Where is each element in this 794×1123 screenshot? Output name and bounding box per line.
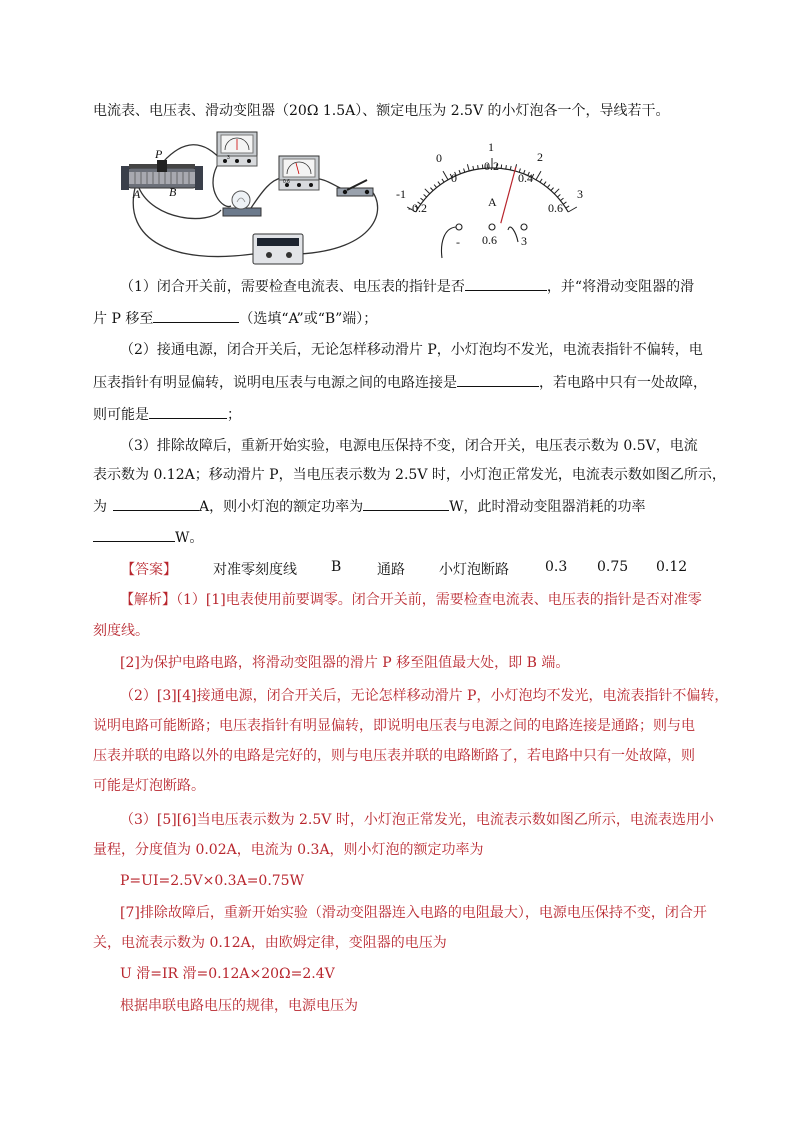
- q1-line-1: [120, 276, 694, 297]
- q3-line-3: [93, 496, 646, 517]
- slider-label-p: P: [155, 147, 163, 161]
- analysis-line-4: （2）[3][4]接通电源，闭合开关后，无论怎样移动滑片 P，小灯泡均不发光，电流表指针不偏转，: [120, 688, 729, 704]
- dial-tick: [443, 171, 448, 180]
- big-scale-neg1: -1: [396, 187, 406, 201]
- q1-text-c: 片 P 移至: [93, 311, 154, 327]
- voltmeter-terminal-label: 0.6: [283, 179, 290, 185]
- analysis-line-11: [7]排除故障后，重新开始实验（滑动变阻器连入电路的电阻最大），电源电压保持不变，闭合开: [120, 905, 707, 921]
- q2-blank-2: [149, 404, 227, 419]
- small-scale-0-6: 0.6: [548, 201, 563, 215]
- q3-blank-3: [93, 527, 175, 542]
- q3-line-2: 表示数为 0.12A；移动滑片 P，当电压表示数为 2.5V 时，小灯泡正常发光，电流表示数如图乙所示，: [93, 467, 726, 483]
- lamp: [223, 191, 261, 216]
- dial-tick: [554, 189, 559, 194]
- analysis-line-1: [120, 590, 702, 610]
- analysis-text: （1）[1]电表使用前要调零。闭合开关前，需要检查电流表、电压表的指针是否对准零: [176, 592, 702, 608]
- circuit-diagram: [113, 130, 385, 270]
- q3-text-d: A，则小灯泡的额定功率为: [199, 499, 364, 515]
- q2-text-e: ；: [227, 407, 241, 423]
- q2-blank-1: [457, 372, 539, 387]
- big-scale-2: 2: [537, 150, 543, 164]
- ammeter-terminal-label: 3: [227, 155, 230, 161]
- terminal-label-0-6: 0.6: [482, 233, 497, 247]
- terminal-0-6: [489, 224, 495, 230]
- q2-text-c: ，若电路中只有一处故障，: [539, 375, 707, 391]
- analysis-line-8: （3）[5][6]当电压表示数为 2.5V 时，小灯泡正常发光，电流表示数如图乙所示，电流表选用小: [120, 812, 714, 828]
- q2-line-1: （2）接通电源，闭合开关后，无论怎样移动滑片 P，小灯泡均不发光，电流表指针不偏转，电: [120, 342, 703, 358]
- answer-item: 0.12: [656, 559, 688, 575]
- end-label-a: A: [133, 187, 141, 201]
- q2-text-b: 压表指针有明显偏转，说明电压表与电源之间的电路连接是: [93, 375, 457, 391]
- q3-text-e: W，此时滑动变阻器消耗的功率: [449, 499, 646, 515]
- ammeter: [217, 132, 257, 166]
- intro-text: 电流表、电压表、滑动变阻器（20Ω 1.5A）、额定电压为 2.5V 的小灯泡各一个，导线若干。: [93, 103, 670, 119]
- q1-text-b: ，并“将滑动变阻器的滑: [546, 279, 695, 295]
- q3-line-4: [93, 527, 203, 548]
- analysis-line-3: [2]为保护电路电路，将滑动变阻器的滑片 P 移至阻值最大处，即 B 端。: [120, 655, 570, 671]
- dial-needle: [501, 167, 516, 223]
- big-scale-3: 3: [577, 187, 583, 201]
- answer-item: B: [331, 559, 342, 575]
- q1-blank-1: [465, 276, 547, 291]
- analysis-formula-voltage: U 滑=IR 滑=0.12A×20Ω=2.4V: [120, 966, 335, 982]
- switch: [337, 180, 373, 196]
- analysis-line-14: 根据串联电路电压的规律，电源电压为: [120, 998, 358, 1014]
- q3-blank-2: [363, 496, 449, 511]
- dial-tick: [568, 207, 577, 212]
- analysis-line-7: 可能是灯泡断路。: [93, 778, 205, 794]
- big-scale-1: 1: [488, 140, 494, 154]
- q3-text-c: 为: [93, 499, 107, 515]
- power-supply: [253, 234, 303, 264]
- answer-row: [93, 559, 693, 579]
- big-scale-0: 0: [436, 151, 442, 165]
- analysis-line-9: 量程，分度值为 0.02A，电流为 0.3A，则小灯泡的额定功率为: [93, 842, 484, 858]
- small-scale-neg0-2: -0.2: [408, 201, 427, 215]
- answer-item: 小灯泡断路: [439, 562, 509, 578]
- end-label-b: B: [169, 185, 177, 199]
- dial-tick: [425, 189, 430, 194]
- q3-line-1: （3）排除故障后，重新开始实验，电源电压保持不变，闭合开关，电压表示数为 0.5V，电流: [120, 438, 698, 454]
- q3-text-f: W。: [175, 530, 204, 546]
- rheostat: [121, 160, 203, 190]
- analysis-line-5: 说明电路可能断路；电压表指针有明显偏转，即说明电压表与电源之间的电路连接是通路；则与电: [93, 718, 695, 734]
- q2-text-d: 则可能是: [93, 407, 149, 423]
- terminal-3: [521, 224, 527, 230]
- analysis-line-6: 压表并联的电路以外的电路是完好的，则与电压表并联的电路断路了，若电路中只有一处故障，则: [93, 748, 695, 764]
- q1-blank-2: [153, 308, 239, 323]
- terminal-minus: [456, 224, 462, 230]
- analysis-formula-power: P=UI=2.5V×0.3A=0.75W: [120, 873, 304, 889]
- small-scale-0-4: 0.4: [518, 171, 533, 185]
- dial-tick: [467, 164, 469, 171]
- wire-rheostat-ammeter: [139, 188, 221, 219]
- answer-item: 0.3: [545, 559, 568, 575]
- q2-line-3: [93, 404, 241, 425]
- terminal-label-3: 3: [521, 234, 527, 248]
- answer-item: 0.75: [597, 559, 629, 575]
- analysis-line-2: 刻度线。: [93, 623, 149, 639]
- small-scale-0-2: 0.2: [484, 159, 499, 173]
- terminal-label-minus: -: [456, 235, 460, 249]
- small-scale-0: 0: [451, 171, 457, 185]
- answer-label: 【答案】: [121, 562, 177, 578]
- ammeter-dial-figure: [390, 138, 590, 260]
- analysis-line-12: 关，电流表示数为 0.12A，由欧姆定律，变阻器的电压为: [93, 935, 447, 951]
- q3-blank-1: [113, 496, 199, 511]
- dial-tick: [536, 171, 541, 180]
- q1-text-a: （1）闭合开关前，需要检查电流表、电压表的指针是否: [120, 279, 465, 295]
- answer-item: 通路: [377, 562, 405, 578]
- answer-item: 对准零刻度线: [213, 562, 297, 578]
- analysis-label: 【解析】: [120, 592, 176, 608]
- q1-text-d: （选填“A”或“B”端）；: [239, 311, 378, 327]
- q2-line-2: [93, 372, 707, 393]
- unit-label: A: [488, 195, 497, 209]
- q1-line-2: [93, 308, 377, 329]
